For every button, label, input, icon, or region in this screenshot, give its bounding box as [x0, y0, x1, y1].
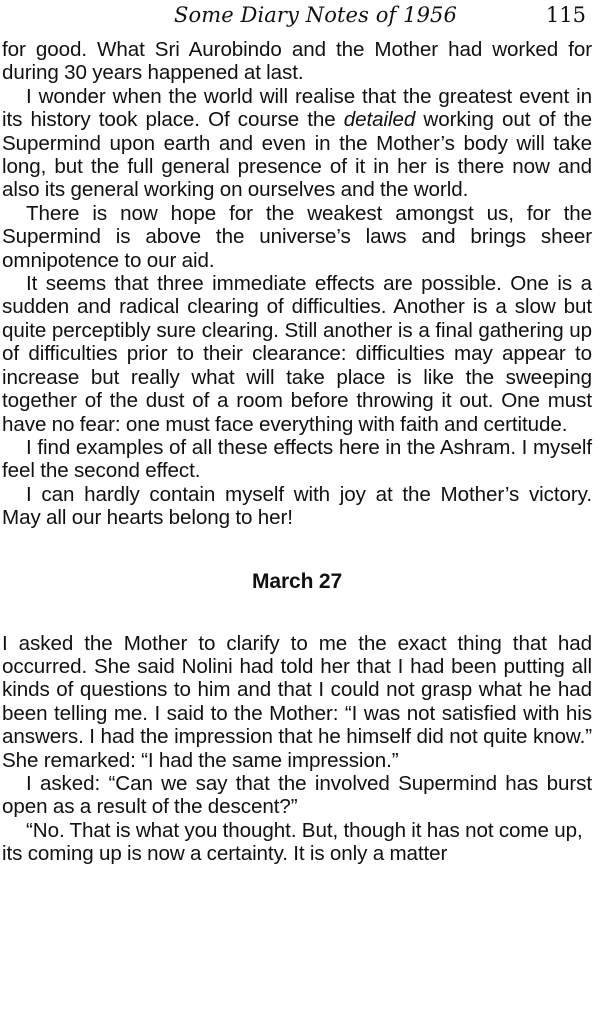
page-header: [0, 2, 600, 32]
page-body: [2, 38, 592, 866]
diary-entry-march-27: [2, 632, 592, 866]
text-run: I find examples of all these effects here in the Ashram. I myself feel the second effect.: [2, 435, 592, 483]
paragraph: [2, 436, 592, 483]
section-heading: March 27: [251, 569, 343, 593]
emphasized-text: detailed: [343, 108, 416, 132]
paragraph: [2, 272, 592, 436]
text-run: I can hardly contain myself with joy at the Mother’s victory. May all our hearts belong to her!: [2, 482, 592, 530]
text-run: It seems that three immediate effects are possible. One is a sudden and radical clearing of difficulties. Another is a slow but quite perceptibly sure clearing. Still another is a final gathering up of difficulties prior to their clearance: difficulties may appear to increase but really what will take place is like the sweeping together of the dust of a room before throwing it out. One must have no fear: one must face everything with faith and certitude.: [2, 272, 592, 436]
paragraph: [2, 202, 592, 272]
text-run: I wonder when the world will realise that the greatest event in its history took place. Of course the: [2, 84, 592, 132]
paragraph: [2, 483, 592, 530]
text-run: “No. That is what you thought. But, though it has not come up, its coming up is now a certainty. It is only a matter: [2, 818, 583, 866]
running-title: Some Diary Notes of 1956: [174, 3, 457, 27]
paragraph: [2, 85, 592, 202]
text-run: I asked the Mother to clarify to me the exact thing that had occurred. She said Nolini had told her that I had been putting all kinds of questions to him and that I could not grasp what he had been telling me. I said to the Mother: “I was not satisfied with his answers. I had the impression that he himself did not quite know.” She remarked: “I had the same impression.”: [2, 631, 592, 772]
paragraph: [2, 632, 592, 772]
paragraph: [2, 38, 592, 85]
paragraph: [2, 819, 592, 866]
text-run: I asked: “Can we say that the involved Supermind has burst open as a result of the descent?”: [2, 771, 592, 819]
diary-entry-continued: [2, 38, 592, 530]
page-number: 115: [545, 3, 586, 27]
paragraph: [2, 772, 592, 819]
text-run: There is now hope for the weakest amongst us, for the Supermind is above the universe’s laws and brings sheer omnipotence to our aid.: [2, 201, 592, 272]
text-run: working out of the Supermind upon earth and even in the Mother’s body will take long, but the full general presence of it in her is there now and also its general working on ourselves and the world.: [2, 108, 593, 202]
text-run: for good. What Sri Aurobindo and the Mother had worked for during 30 years happened at last.: [2, 38, 592, 85]
